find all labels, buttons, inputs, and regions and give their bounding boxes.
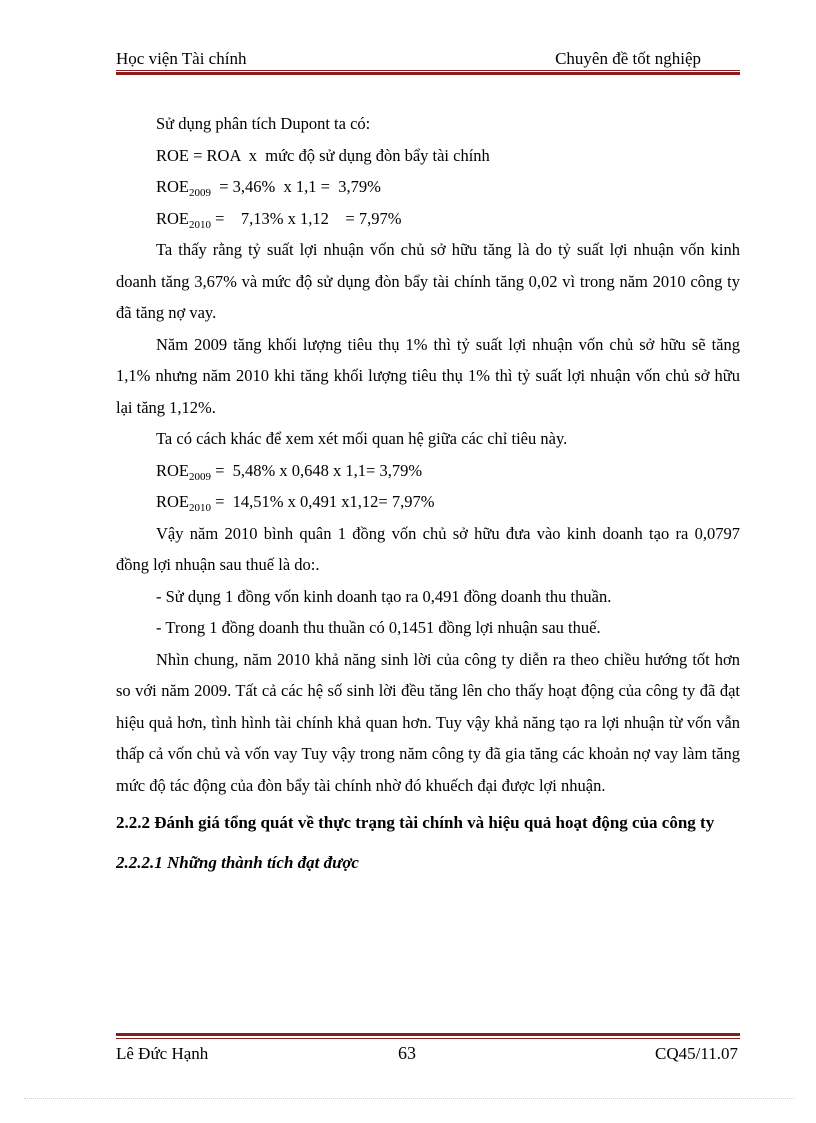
bullet-capital-revenue: - Sử dụng 1 đồng vốn kinh doanh tạo ra 0,491 đồng doanh thu thuần. [156, 586, 612, 606]
formula-expression: = 7,13% x 1,12 = 7,97% [211, 208, 402, 228]
footer-page-number: 63 [398, 1043, 416, 1063]
header-institution: Học viện Tài chính [116, 49, 247, 68]
formula-roe-2009 [116, 171, 740, 203]
formula-year: 2010 [189, 502, 211, 514]
bullet-revenue-profit: - Trong 1 đồng doanh thu thuần có 0,1451 đồng lợi nhuận sau thuế. [156, 618, 601, 637]
formula-roe-2010-expanded [116, 486, 740, 518]
formula-roe-2010 [116, 203, 740, 235]
footer-rule-thick [116, 1033, 740, 1036]
formula-base: ROE [156, 208, 189, 228]
formula-expression: = 14,51% x 0,491 x1,12= 7,97% [211, 492, 435, 511]
header-rule-thin [116, 70, 740, 71]
paragraph-roe-analysis: Ta thấy rằng tỷ suất lợi nhuận vốn chủ sở hữu tăng là do tỷ suất lợi nhuận vốn kinh doanh tăng 3,67% và mức độ sử dụng đòn bẩy tài chính tăng 0,02 vì trong năm 2010 công ty đã tăng nợ vay. [116, 240, 740, 322]
formula-expression: = 3,46% x 1,1 = 3,79% [211, 177, 381, 196]
formula-base: ROE [156, 177, 189, 196]
paragraph-alternative-method: Ta có cách khác để xem xét mối quan hệ giữa các chỉ tiêu này. [156, 429, 568, 448]
paragraph-sales-volume: Năm 2009 tăng khối lượng tiêu thụ 1% thì tỷ suất lợi nhuận vốn chủ sở hữu sẽ tăng 1,1% nhưng năm 2010 khi tăng khối lượng tiêu thụ 1% thì tỷ suất lợi nhuận vốn chủ sở hữu lại tăng 1,12%. [116, 334, 740, 417]
footer-author: Lê Đức Hạnh [116, 1044, 209, 1063]
formula-year: 2010 [189, 218, 211, 231]
formula-roe-2009-expanded [116, 455, 740, 487]
page-edge-divider [24, 1098, 794, 1099]
paragraph-conclusion: Nhìn chung, năm 2010 khả năng sinh lời của công ty diễn ra theo chiều hướng tốt hơn so với năm 2009. Tất cả các hệ số sinh lời đều tăng lên cho thấy hoạt động của công ty đã đạt hiệu quả hơn, tình hình tài chính khả quan hơn. Tuy vậy khả năng tạo ra lợi nhuận từ vốn vẫn thấp cả vốn chủ và vốn vay Tuy vậy trong năm công ty đã gia tăng các khoản nợ vay làm tăng mức độ tác động của đòn bẩy tài chính nhờ đó khuếch đại được lợi nhuận. [116, 649, 740, 795]
paragraph-dupont-intro: Sử dụng phân tích Dupont ta có: [156, 114, 371, 133]
footer-class-code: CQ45/11.07 [655, 1044, 738, 1063]
paragraph-profit-per-equity: Vậy năm 2010 bình quân 1 đồng vốn chủ sở hữu đưa vào kinh doanh tạo ra 0,0797 đồng lợi nhuận sau thuế là do:. [116, 523, 740, 574]
page-body [116, 108, 740, 878]
formula-base: ROE [156, 492, 189, 511]
section-heading-2-2-2: 2.2.2 Đánh giá tổng quát về thực trạng tài chính và hiệu quả hoạt động của công ty [116, 813, 715, 832]
formula-base: ROE [156, 460, 189, 480]
formula-year: 2009 [189, 187, 211, 199]
formula-expression: = 5,48% x 0,648 x 1,1= 3,79% [211, 460, 423, 480]
formula-year: 2009 [189, 470, 211, 483]
footer-rule-thin [116, 1038, 740, 1039]
header-document-type: Chuyên đề tốt nghiệp [555, 49, 701, 68]
header-rule-thick [116, 72, 740, 75]
formula-roe-definition: ROE = ROA x mức độ sử dụng đòn bẩy tài chính [156, 145, 490, 165]
section-heading-2-2-2-1: 2.2.2.1 Những thành tích đạt được [116, 852, 359, 872]
